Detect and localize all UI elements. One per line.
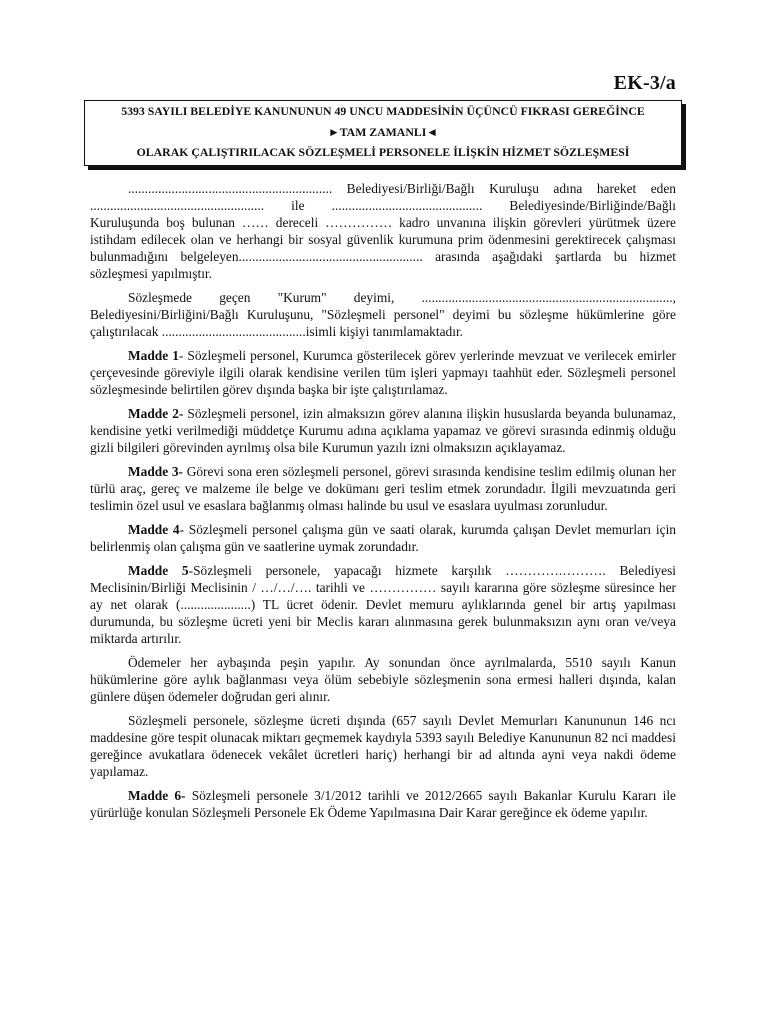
article-3: [90, 463, 676, 514]
article-heading: Madde 4: [128, 522, 180, 537]
paragraph-text: Sözleşmeli personele, sözleşme ücreti dışında (657 sayılı Devlet Memurları Kanununun 146 ncı maddesine göre tespit olunacak miktarı geçmemek kaydıyla 5393 sayılı Belediye Kanununun 82 nci maddesi gereğince avukatlara ödenecek vekâlet ücretleri hariç) herhangi bir ad altında ayni veya nakdi ödeme yapılamaz.: [90, 713, 676, 779]
article-text: Görevi sona eren sözleşmeli personel, görevi sırasında kendisine teslim edilmiş olunan her türlü araç, gereç ve malzeme ile belge ve dokümanı geri teslim etmek zorundadır. İlgili mevzuatında geri teslimin özel usul ve esaslara bağlanmış olması halinde bu usul ve esaslara uyulması zorunludur.: [90, 464, 676, 513]
article-heading: Madde 1: [128, 348, 179, 363]
article-text: Sözleşmeli personele 3/1/2012 tarihli ve 2012/2665 sayılı Bakanlar Kurulu Kararı ile yürürlüğe konulan Sözleşmeli Personele Ek Ödeme Yapılmasına Dair Karar gereğince ek ödeme yapılır.: [90, 788, 676, 820]
article-4: [90, 521, 676, 555]
article-heading: Madde 5: [128, 563, 189, 578]
article-5-exclusions: [90, 712, 676, 780]
title-line-1: 5393 SAYILI BELEDİYE KANUNUNUN 49 UNCU MADDESİNİN ÜÇÜNCÜ FIKRASI GEREĞİNCE: [121, 104, 645, 118]
title-line-2: ►TAM ZAMANLI◄: [328, 124, 438, 139]
article-heading: Madde 6-: [128, 788, 186, 803]
contract-body: [90, 180, 676, 828]
title-line-3: OLARAK ÇALIŞTIRILACAK SÖZLEŞMELİ PERSONELE İLİŞKİN HİZMET SÖZLEŞMESİ: [136, 145, 630, 159]
article-text: - Sözleşmeli personel çalışma gün ve saati olarak, kurumda çalışan Devlet memurları için belirlenmiş olan çalışma gün ve saatlerine uymak zorundadır.: [90, 522, 677, 554]
document-code: EK-3/a: [613, 72, 676, 94]
article-6: [90, 787, 676, 821]
article-text: - Sözleşmeli personel, Kurumca gösterilecek görev yerlerinde mevzuat ve verilecek emirler çerçevesinde göreviyle ilgili olarak kendisine verilen tüm işleri yapmayı taahhüt eder. Sözleşmeli personel sözleşmesinde belirtilen görev dışında başka bir işte çalıştırılamaz.: [90, 348, 677, 397]
article-1: [90, 347, 676, 398]
paragraph-text: Sözleşmede geçen "Kurum" deyimi, ..........................................................................., Belediyesini/Birliğini/Bağlı Kuruluşunu, "Sözleşmeli personel" deyimi bu sözleşme hükümlerine göre çalıştırılacak ...........................................isimli kişiyi tanımlamaktadır.: [90, 290, 676, 339]
article-text: -Sözleşmeli personele, yapacağı hizmete karşılık ………….………. Belediyesi Meclisinin/Birliği Meclisinin / …/…/…. tarihli ve …………… sayılı kararına göre sözleşme süresince her ay net olarak (.....................) TL ücret ödenir. Devlet memuru aylıklarında genel bir artış yapılması durumunda, bu sözleşme ücreti yeni bir Meclis kararı alınmasına gerek bulunmaksızın aynı oran ve/veya miktarda artırılır.: [90, 563, 676, 646]
article-2: [90, 405, 676, 456]
article-text: Sözleşmeli personel, izin almaksızın görev alanına ilişkin hususlarda beyanda bulunamaz, kendisine yetki verilmediği müddetçe Kurumu adına açıklama yapamaz ve görevi sırasında edinmiş olduğu gizli bilgileri görevinden ayrılmış olsa bile Kurumun yazılı izni olmaksızın açıklayamaz.: [90, 406, 676, 455]
article-heading: Madde 3-: [128, 464, 184, 479]
article-5-payments: [90, 654, 676, 705]
article-5: [90, 562, 676, 647]
paragraph-definitions: [90, 289, 676, 340]
paragraph-text: ............................................................. Belediyesi/Birliği/Bağlı Kuruluşu adına hareket eden .................................................... ile ............................................. Belediyesinde/Birliğinde/Bağlı Kuruluşunda boş bulunan …… dereceli …………… kadro unvanına ilişkin görevleri yürütmek üzere istihdam edilecek olan ve herhangi bir sosyal güvenlik kurumuna prim ödenmesini gerektirecek çalışması bulunmadığını belgeleyen....................................................... arasında aşağıdaki şartlarda bu hizmet sözleşmesi yapılmıştır.: [90, 181, 676, 281]
article-heading: Madde 2-: [128, 406, 184, 421]
paragraph-text: Ödemeler her aybaşında peşin yapılır. Ay sonundan önce ayrılmalarda, 5510 sayılı Kanun hükümlerine göre aylık bağlanması veya ölüm sebebiyle sözleşmenin sona ermesi halleri dışında, kalan günlere düşen ödemeler doğrudan geri alınır.: [90, 655, 676, 704]
title-box: [84, 100, 682, 166]
paragraph-intro: [90, 180, 676, 282]
